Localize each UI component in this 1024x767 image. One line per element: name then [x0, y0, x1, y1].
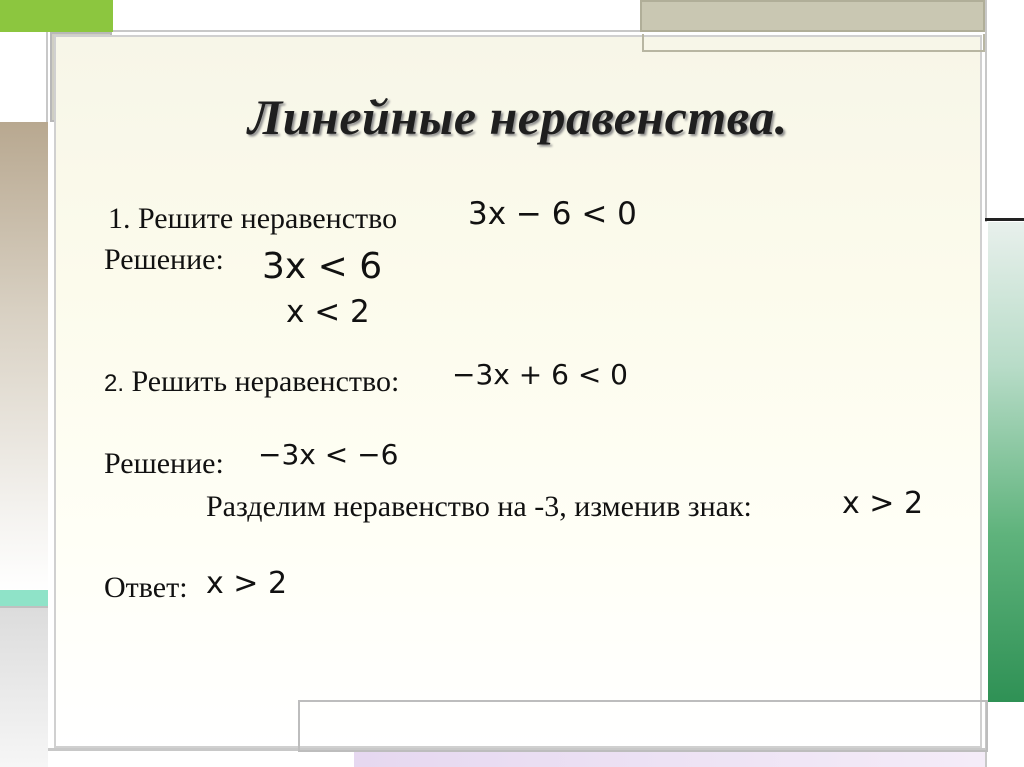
task1-solution-label: Решение: — [104, 243, 224, 276]
task1-step2: x < 2 — [286, 294, 370, 330]
task1-inequality: 3x − 6 < 0 — [468, 196, 637, 232]
task2-inequality: −3x + 6 < 0 — [452, 358, 628, 391]
task2-note-result: x > 2 — [842, 486, 924, 521]
left-white-panel — [0, 32, 48, 122]
task1-step1: 3x < 6 — [262, 246, 383, 287]
task2-solution-label: Решение: — [104, 447, 224, 480]
top-white-panel — [113, 0, 640, 32]
task2-number: 2. — [104, 370, 125, 397]
task2-label: Решить неравенство: — [131, 365, 400, 398]
left-gradient-strip — [0, 122, 48, 592]
task1-label: 1. Решите неравенство — [108, 202, 398, 235]
answer-value: x > 2 — [206, 566, 288, 601]
bottom-outline-box — [298, 700, 988, 752]
bottom-lavender-strip — [354, 752, 985, 767]
tan-block-outline — [642, 34, 985, 52]
right-green-gradient-strip — [988, 222, 1024, 702]
task2-note: Разделим неравенство на -3, изменив знак: — [206, 490, 752, 523]
left-bottom-panel — [0, 606, 48, 767]
right-divider-line — [985, 218, 1024, 221]
right-top-panel — [985, 0, 1024, 222]
left-mint-stripe — [0, 590, 48, 606]
green-accent-bar — [0, 0, 113, 32]
task2-step1: −3x < −6 — [258, 438, 399, 471]
task2-label-row — [104, 365, 399, 399]
top-tan-block — [640, 0, 985, 32]
answer-label: Ответ: — [104, 571, 188, 604]
right-bottom-panel — [985, 702, 1024, 767]
slide-title: Линейные неравенства. — [248, 89, 788, 145]
